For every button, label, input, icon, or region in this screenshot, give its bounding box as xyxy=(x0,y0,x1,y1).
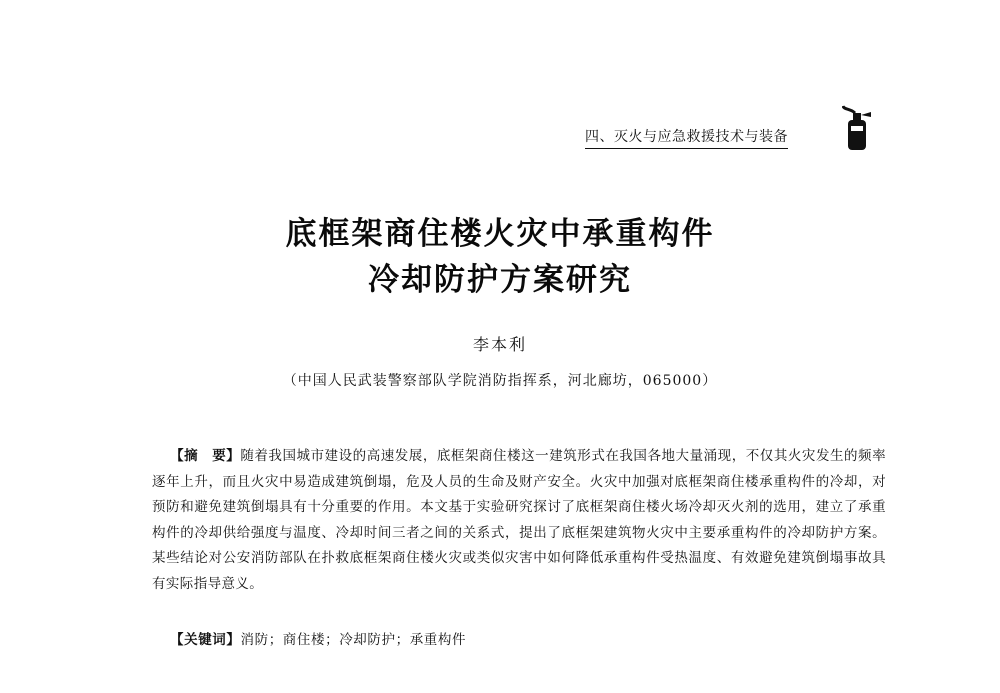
paper-title-line-1: 底框架商住楼火灾中承重构件 xyxy=(285,216,715,252)
keywords-label: 【关键词】 xyxy=(170,632,241,648)
fire-extinguisher-icon xyxy=(842,104,874,152)
abstract-text: 随着我国城市建设的高速发展，底框架商住楼这一建筑形式在我国各地大量涌现，不仅其火灾发生的频率逐年上升，而且火灾中易造成建筑倒塌，危及人员的生命及财产安全。火灾中加强对底框架商住楼承重构件的冷却，对预防和避免建筑倒塌具有十分重要的作用。本文基于实验研究探讨了底框架商住楼火场冷却灭火剂的选用，建立了承重构件的冷却供给强度与温度、冷却时间三者之间的关系式，提出了底框架建筑物火灾中主要承重构件的冷却防护方案。某些结论对公安消防部队在扑救底框架商住楼火灾或类似灾害中如何降低承重构件受热温度、有效避免建筑倒塌事故具有实际指导意义。 xyxy=(152,448,887,592)
author: 李本利 xyxy=(472,335,527,354)
keywords xyxy=(170,628,886,648)
section-header: 四、灭火与应急救援技术与装备 xyxy=(585,126,788,149)
abstract-label: 【摘 要】 xyxy=(170,448,241,464)
affiliation: （中国人民武装警察部队学院消防指挥系，河北廊坊，065000） xyxy=(282,373,718,389)
paper-title-line-2: 冷却防护方案研究 xyxy=(368,262,632,298)
abstract xyxy=(152,444,886,597)
keywords-text: 消防；商住楼；冷却防护；承重构件 xyxy=(240,632,467,648)
